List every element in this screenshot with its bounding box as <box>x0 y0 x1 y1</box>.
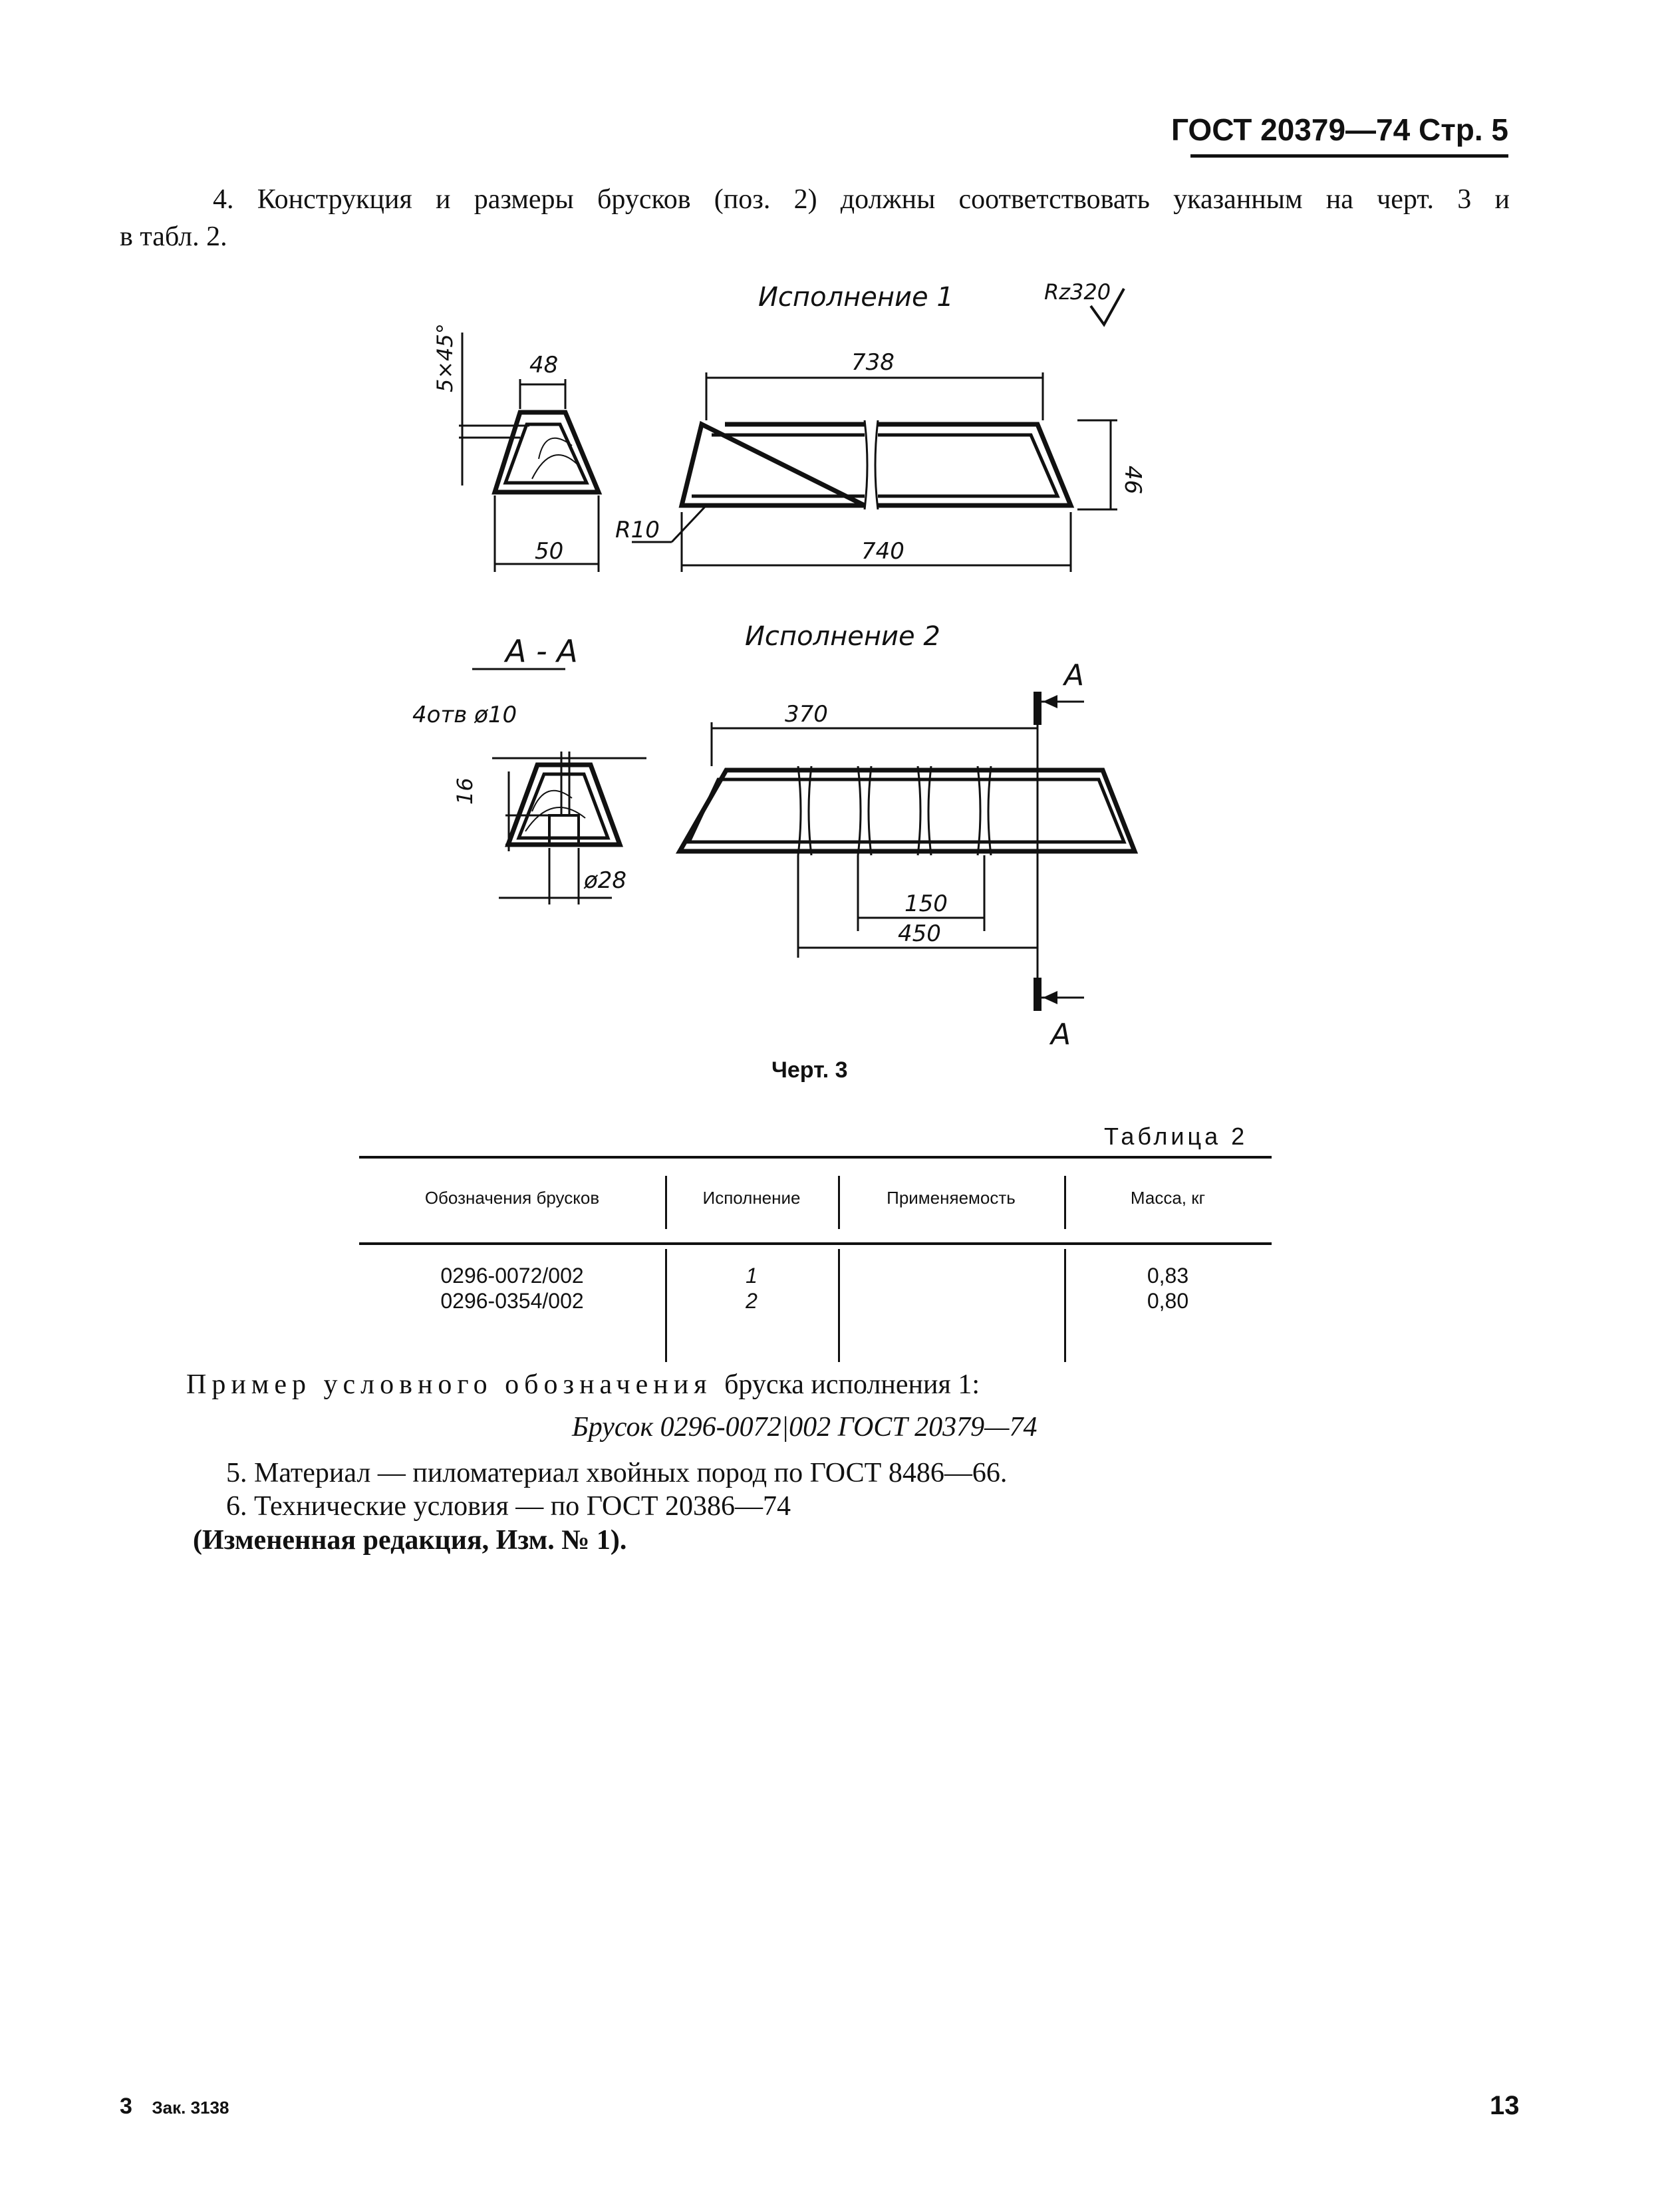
example-value: Брусок 0296-0072|002 ГОСТ 20379—74 <box>572 1412 1038 1443</box>
paragraph-4-line-1: 4. Конструкция и размеры брусков (поз. 2) должны соответствовать указанным на черт. 3 и <box>213 184 1510 215</box>
list-item: 5. Материал — пиломатериал хвойных пород по ГОСТ 8486—66. <box>226 1458 1008 1488</box>
footer-order: Зак. 3138 <box>152 2098 229 2118</box>
cell-variant: 1 <box>746 1264 758 1288</box>
header-rule <box>1190 154 1508 158</box>
footer-left <box>120 2094 229 2120</box>
main-view-2 <box>680 692 1135 1011</box>
header-applicability: Применяемость <box>887 1188 1016 1208</box>
roughness-label: Rz320 <box>1044 279 1111 305</box>
dim-740: 740 <box>861 538 904 565</box>
dim-370: 370 <box>785 701 828 728</box>
cut-mark-top <box>1034 692 1041 725</box>
header-mass: Масса, кг <box>1130 1188 1206 1208</box>
example-label <box>186 1369 980 1401</box>
table-top-rule <box>359 1156 1272 1159</box>
section-title: А - А <box>505 633 578 669</box>
example-label-tail: бруска исполнения 1: <box>724 1369 980 1400</box>
cell-variant: 2 <box>746 1289 758 1313</box>
dim-150: 150 <box>904 891 948 917</box>
dim-48: 48 <box>529 352 559 378</box>
page-number: 13 <box>1490 2091 1520 2120</box>
header-variant: Исполнение <box>702 1188 801 1208</box>
dim-holes: 4отв ø10 <box>412 702 517 728</box>
dim-50: 50 <box>535 538 564 565</box>
figure-caption: Черт. 3 <box>771 1057 848 1083</box>
cell-mass: 0,83 <box>1147 1264 1189 1288</box>
cell-designation: 0296-0354/002 <box>440 1289 584 1313</box>
col-divider <box>838 1249 840 1362</box>
variant-1-title: Исполнение 1 <box>758 282 954 313</box>
dim-chamfer: 5×45° <box>432 323 458 392</box>
paragraph-4 <box>120 181 1510 255</box>
dim-r10: R10 <box>615 517 660 543</box>
revision-note: (Измененная редакция, Изм. № 1). <box>193 1525 627 1556</box>
cell-designation: 0296-0072/002 <box>440 1264 584 1288</box>
table-caption: Таблица 2 <box>1104 1123 1248 1150</box>
cut-label-top: А <box>1064 658 1085 692</box>
cut-mark-bottom <box>1034 978 1041 1011</box>
data-table <box>359 1156 1272 1355</box>
cut-label-bottom: А <box>1051 1018 1071 1051</box>
table-header-rule <box>359 1242 1272 1245</box>
header-designation: Обозначения брусков <box>424 1188 600 1208</box>
dim-d28: ø28 <box>584 867 627 894</box>
footer-sheet-number: 3 <box>120 2094 132 2119</box>
dim-16: 16 <box>452 777 478 805</box>
cell-mass: 0,80 <box>1147 1289 1189 1313</box>
dim-450: 450 <box>898 920 941 947</box>
variant-2-title: Исполнение 2 <box>745 621 940 652</box>
technical-drawing <box>372 266 1237 1051</box>
dim-46: 46 <box>1119 466 1146 495</box>
list-item: 6. Технические условия — по ГОСТ 20386—74 <box>226 1491 791 1522</box>
paragraph-4-line-2: в табл. 2. <box>120 221 227 252</box>
dim-738: 738 <box>851 349 895 376</box>
example-label-spaced: Пример условного обозначения <box>186 1369 712 1400</box>
page-header: ГОСТ 20379—74 Стр. 5 <box>1171 112 1508 147</box>
profile-view-1 <box>459 333 599 572</box>
